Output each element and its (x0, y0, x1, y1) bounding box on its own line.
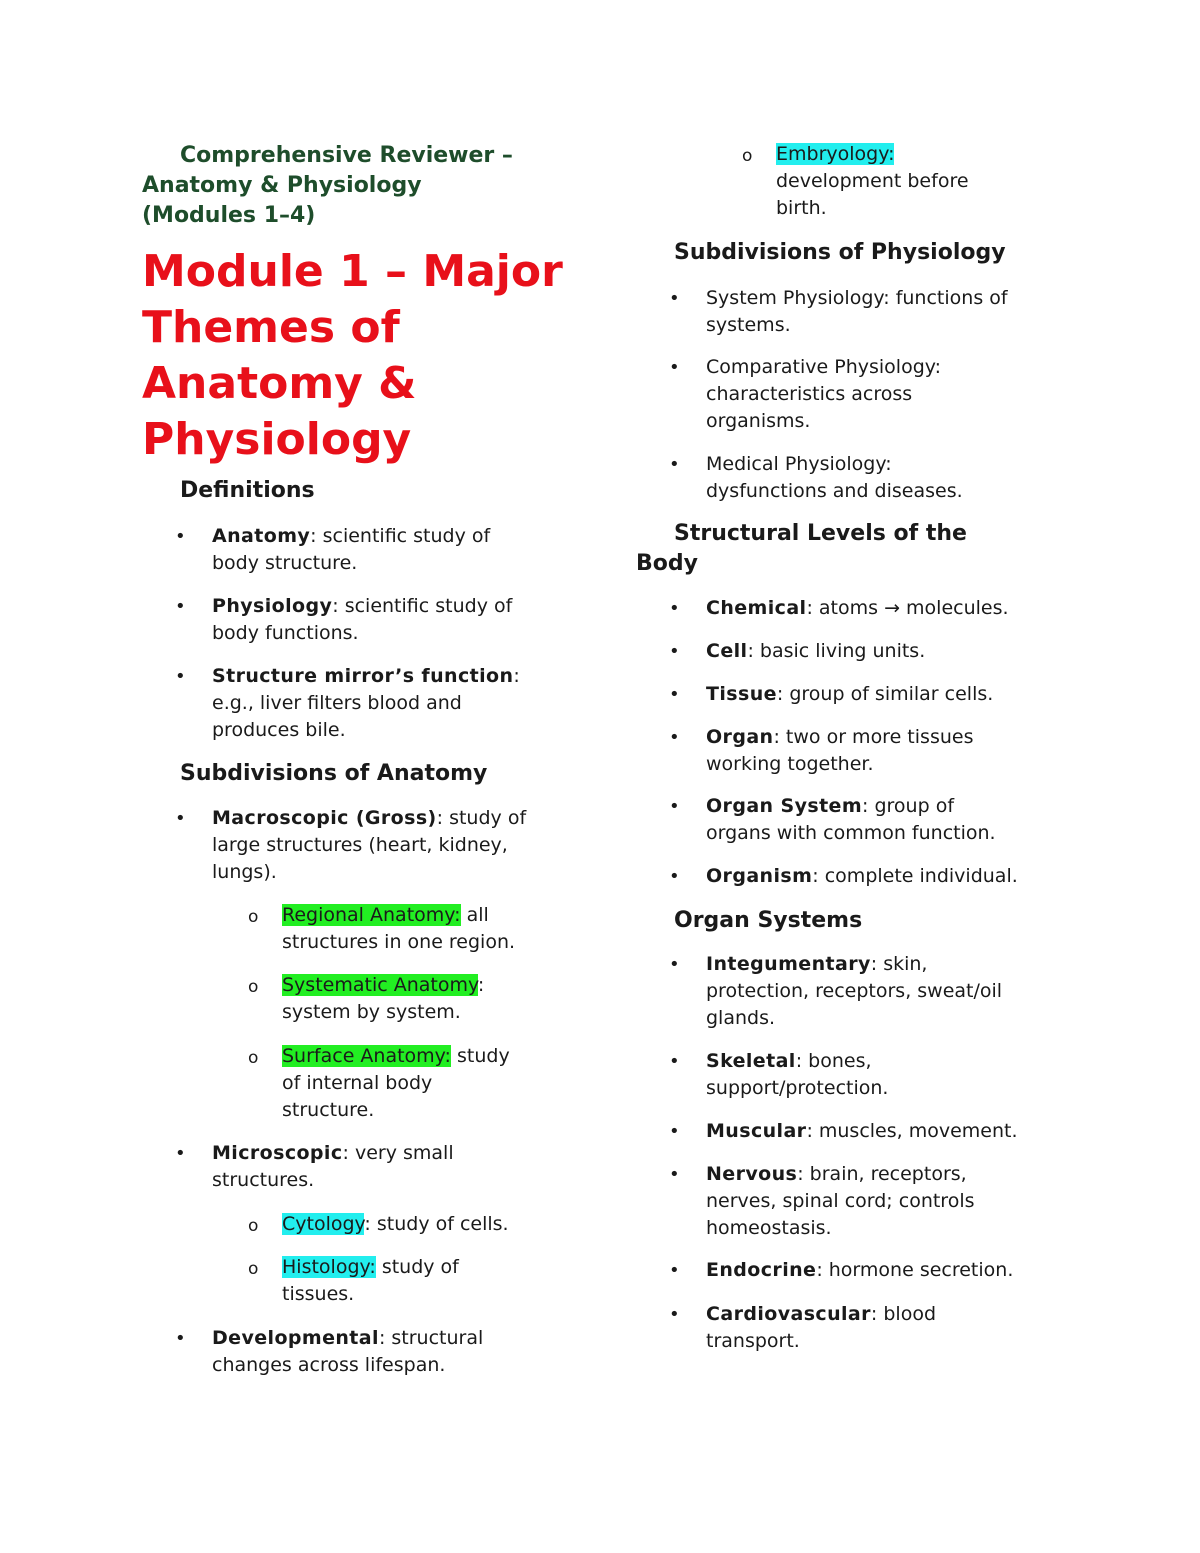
physiology-item-comparative: • Comparative Physiology: characteristics across organisms. (669, 356, 942, 432)
module-title: Module 1 – Major Themes of Anatomy & Physiology (142, 246, 563, 465)
bullet-icon: • (175, 1143, 186, 1164)
bullet-icon: • (669, 866, 680, 887)
sub-item-systematic-anatomy: o Systematic Anatomy: system by system. (248, 974, 485, 1023)
circle-bullet-icon: o (248, 1259, 259, 1279)
sub-item-regional-anatomy: o Regional Anatomy: all structures in one region. (248, 904, 516, 953)
anatomy-subdivisions-heading: Subdivisions of Anatomy (180, 761, 488, 786)
definition-item-structure-function: • Structure mirror’s function: e.g., liver filters blood and produces bile. (175, 665, 520, 741)
sub-item-surface-anatomy: o Surface Anatomy: study of internal body structure. (248, 1045, 510, 1121)
physiology-item-medical: • Medical Physiology: dysfunctions and diseases. (669, 453, 963, 502)
circle-bullet-icon: o (248, 1048, 259, 1068)
bullet-icon: • (669, 1164, 680, 1185)
bullet-icon: • (175, 596, 186, 617)
bullet-icon: • (669, 641, 680, 662)
structural-level-tissue: • Tissue: group of similar cells. (706, 681, 1076, 708)
bullet-icon: • (175, 1328, 186, 1349)
structural-level-organ-system: • Organ System: group of organs with common function. (669, 795, 996, 844)
organ-systems-heading: Organ Systems (674, 908, 863, 933)
circle-bullet-icon: o (248, 977, 259, 997)
bullet-icon: • (669, 598, 680, 619)
organ-system-muscular: • Muscular: muscles, movement. (706, 1118, 1076, 1145)
bullet-icon: • (669, 357, 680, 378)
bullet-icon: • (669, 684, 680, 705)
bullet-icon: • (669, 1051, 680, 1072)
sub-item-histology: o Histology: study of tissues. (248, 1256, 459, 1305)
subdivision-item-microscopic: • Microscopic: very small structures. (175, 1142, 454, 1191)
organ-system-skeletal: • Skeletal: bones, support/protection. (669, 1050, 889, 1099)
subdivision-item-developmental: • Developmental: structural changes across lifespan. (175, 1327, 484, 1376)
bullet-icon: • (669, 288, 680, 309)
sub-item-embryology: o Embryology: development before birth. (742, 143, 969, 219)
bullet-icon: • (175, 666, 186, 687)
bullet-icon: • (669, 1121, 680, 1142)
definitions-heading: Definitions (180, 478, 315, 503)
organ-system-cardiovascular: • Cardiovascular: blood transport. (669, 1303, 937, 1352)
bullet-icon: • (669, 796, 680, 817)
physiology-subdivisions-heading: Subdivisions of Physiology (674, 240, 1006, 265)
organ-system-integumentary: • Integumentary: skin, protection, receptors, sweat/oil glands. (669, 953, 1003, 1029)
document-title: Comprehensive Reviewer – Anatomy & Physiology (Modules 1–4) (142, 143, 513, 228)
bullet-icon: • (669, 454, 680, 475)
structural-level-organism: • Organism: complete individual. (706, 863, 1076, 890)
definition-item-physiology: • Physiology: scientific study of body functions. (175, 595, 513, 644)
circle-bullet-icon: o (248, 907, 259, 927)
circle-bullet-icon: o (248, 1216, 259, 1236)
organ-system-endocrine: • Endocrine: hormone secretion. (706, 1257, 1076, 1284)
structural-level-cell: • Cell: basic living units. (706, 638, 1076, 665)
subdivision-item-macroscopic: • Macroscopic (Gross): study of large structures (heart, kidney, lungs). (175, 807, 527, 883)
bullet-icon: • (175, 808, 186, 829)
bullet-icon: • (175, 526, 186, 547)
definition-item-anatomy: • Anatomy: scientific study of body structure. (175, 525, 491, 574)
structural-level-chemical: • Chemical: atoms → molecules. (706, 595, 1076, 622)
bullet-icon: • (669, 1304, 680, 1325)
structural-levels-heading: Structural Levels of the Body (636, 521, 967, 576)
organ-system-nervous: • Nervous: brain, receptors, nerves, spinal cord; controls homeostasis. (669, 1163, 975, 1239)
bullet-icon: • (669, 727, 680, 748)
bullet-icon: • (669, 1260, 680, 1281)
structural-level-organ: • Organ: two or more tissues working together. (669, 726, 974, 775)
bullet-icon: • (669, 954, 680, 975)
circle-bullet-icon: o (742, 146, 753, 166)
physiology-item-system: • System Physiology: functions of systems. (669, 287, 1008, 336)
sub-item-cytology: o Cytology: study of cells. (282, 1211, 582, 1238)
